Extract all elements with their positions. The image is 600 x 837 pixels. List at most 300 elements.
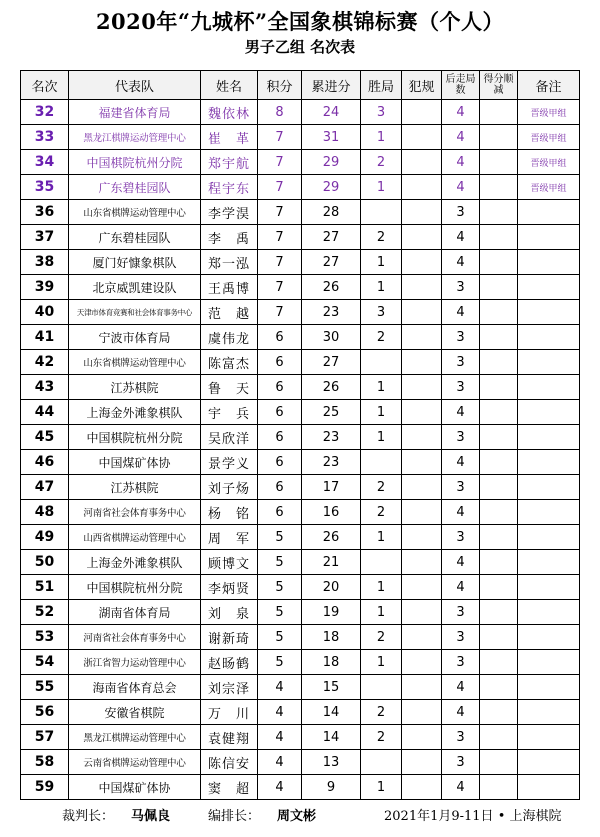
fouls-cell: [402, 350, 442, 375]
fouls-cell: [402, 525, 442, 550]
note-cell: [518, 525, 580, 550]
table-row: [21, 725, 580, 750]
team-cell: 广东碧桂园队: [69, 175, 201, 200]
second-moves-cell: 3: [442, 375, 480, 400]
table-row: [21, 750, 580, 775]
deduct-cell: [480, 325, 518, 350]
rank-cell: 37: [21, 225, 69, 250]
team-cell: 中国煤矿体协: [69, 775, 201, 800]
cumulative-cell: 29: [302, 175, 361, 200]
fouls-cell: [402, 475, 442, 500]
wins-cell: [361, 750, 402, 775]
deduct-cell: [480, 400, 518, 425]
col-team-header: 代表队: [69, 71, 201, 100]
second-moves-cell: 4: [442, 675, 480, 700]
name-cell: 郑一泓: [201, 250, 258, 275]
table-row: [21, 375, 580, 400]
note-cell: [518, 425, 580, 450]
col-fouls-header: 犯规: [402, 71, 442, 100]
table-row: [21, 775, 580, 800]
name-cell: 魏依林: [201, 100, 258, 125]
cumulative-cell: 30: [302, 325, 361, 350]
team-cell: 中国棋院杭州分院: [69, 150, 201, 175]
second-moves-cell: 3: [442, 350, 480, 375]
rank-cell: 58: [21, 750, 69, 775]
wins-cell: [361, 350, 402, 375]
deduct-cell: [480, 675, 518, 700]
deduct-cell: [480, 450, 518, 475]
note-cell: [518, 625, 580, 650]
deduct-cell: [480, 350, 518, 375]
page-subtitle: 男子乙组 名次表: [244, 38, 356, 56]
fouls-cell: [402, 600, 442, 625]
page-title: 2020年“九城杯”全国象棋锦标赛（个人）: [95, 9, 505, 34]
rank-cell: 48: [21, 500, 69, 525]
wins-cell: 1: [361, 250, 402, 275]
table-row: [21, 650, 580, 675]
name-cell: 郑宇航: [201, 150, 258, 175]
deduct-cell: [480, 700, 518, 725]
cumulative-cell: 25: [302, 400, 361, 425]
wins-cell: 1: [361, 425, 402, 450]
score-cell: 7: [258, 275, 302, 300]
cumulative-cell: 23: [302, 450, 361, 475]
rank-cell: 35: [21, 175, 69, 200]
deduct-cell: [480, 425, 518, 450]
cumulative-cell: 17: [302, 475, 361, 500]
score-cell: 6: [258, 500, 302, 525]
score-cell: 7: [258, 125, 302, 150]
table-row: [21, 300, 580, 325]
score-cell: 7: [258, 300, 302, 325]
note-cell: [518, 600, 580, 625]
fouls-cell: [402, 625, 442, 650]
name-cell: 程宇东: [201, 175, 258, 200]
wins-cell: 2: [361, 150, 402, 175]
table-row: [21, 625, 580, 650]
fouls-cell: [402, 650, 442, 675]
name-cell: 李炳贤: [201, 575, 258, 600]
rank-cell: 46: [21, 450, 69, 475]
cumulative-cell: 13: [302, 750, 361, 775]
score-cell: 7: [258, 250, 302, 275]
name-cell: 虞伟龙: [201, 325, 258, 350]
wins-cell: [361, 550, 402, 575]
rank-cell: 51: [21, 575, 69, 600]
wins-cell: 2: [361, 225, 402, 250]
second-moves-cell: 3: [442, 475, 480, 500]
table-row: [21, 250, 580, 275]
table-row: [21, 500, 580, 525]
wins-cell: 2: [361, 475, 402, 500]
score-cell: 5: [258, 650, 302, 675]
team-cell: 中国棋院杭州分院: [69, 575, 201, 600]
second-moves-cell: 4: [442, 700, 480, 725]
deduct-cell: [480, 375, 518, 400]
note-cell: 晋级甲组: [518, 125, 580, 150]
fouls-cell: [402, 275, 442, 300]
name-cell: 范 越: [201, 300, 258, 325]
note-cell: [518, 225, 580, 250]
wins-cell: 2: [361, 725, 402, 750]
cumulative-cell: 26: [302, 375, 361, 400]
cumulative-cell: 27: [302, 250, 361, 275]
wins-cell: [361, 675, 402, 700]
table-header: [21, 71, 580, 100]
table-row: [21, 675, 580, 700]
score-cell: 7: [258, 200, 302, 225]
wins-cell: 1: [361, 175, 402, 200]
score-cell: 6: [258, 475, 302, 500]
score-cell: 4: [258, 675, 302, 700]
wins-cell: 2: [361, 500, 402, 525]
referee-label: 裁判长：: [62, 809, 115, 824]
name-cell: 刘宗泽: [201, 675, 258, 700]
rank-cell: 34: [21, 150, 69, 175]
deduct-cell: [480, 525, 518, 550]
deduct-cell: [480, 725, 518, 750]
rank-cell: 33: [21, 125, 69, 150]
fouls-cell: [402, 300, 442, 325]
table-row: [21, 700, 580, 725]
wins-cell: 1: [361, 525, 402, 550]
fouls-cell: [402, 750, 442, 775]
col-rank-header: 名次: [21, 71, 69, 100]
note-cell: [518, 450, 580, 475]
cumulative-cell: 16: [302, 500, 361, 525]
second-moves-cell: 4: [442, 175, 480, 200]
rank-cell: 36: [21, 200, 69, 225]
deduct-cell: [480, 125, 518, 150]
team-cell: 福建省体育局: [69, 100, 201, 125]
cumulative-cell: 24: [302, 100, 361, 125]
score-cell: 7: [258, 150, 302, 175]
score-cell: 6: [258, 350, 302, 375]
team-cell: 湖南省体育局: [69, 600, 201, 625]
deduct-cell: [480, 175, 518, 200]
second-moves-cell: 3: [442, 425, 480, 450]
team-cell: 上海金外滩象棋队: [69, 550, 201, 575]
wins-cell: 1: [361, 650, 402, 675]
col-note-header: 备注: [518, 71, 580, 100]
cumulative-cell: 14: [302, 700, 361, 725]
cumulative-cell: 31: [302, 125, 361, 150]
second-moves-cell: 4: [442, 450, 480, 475]
cumulative-cell: 9: [302, 775, 361, 800]
rank-cell: 41: [21, 325, 69, 350]
deduct-cell: [480, 775, 518, 800]
score-cell: 4: [258, 775, 302, 800]
fouls-cell: [402, 175, 442, 200]
table-row: [21, 525, 580, 550]
second-moves-cell: 4: [442, 775, 480, 800]
note-cell: [518, 475, 580, 500]
wins-cell: 3: [361, 100, 402, 125]
name-cell: 李学淏: [201, 200, 258, 225]
deduct-cell: [480, 625, 518, 650]
wins-cell: 3: [361, 300, 402, 325]
name-cell: 景学义: [201, 450, 258, 475]
score-cell: 4: [258, 725, 302, 750]
wins-cell: 1: [361, 775, 402, 800]
table-row: [21, 550, 580, 575]
rank-cell: 52: [21, 600, 69, 625]
score-cell: 6: [258, 325, 302, 350]
score-cell: 7: [258, 175, 302, 200]
fouls-cell: [402, 575, 442, 600]
fouls-cell: [402, 550, 442, 575]
name-cell: 杨 铭: [201, 500, 258, 525]
second-moves-cell: 4: [442, 500, 480, 525]
deduct-cell: [480, 650, 518, 675]
cumulative-cell: 27: [302, 225, 361, 250]
table-row: [21, 100, 580, 125]
note-cell: [518, 650, 580, 675]
name-cell: 周 军: [201, 525, 258, 550]
table-row: [21, 600, 580, 625]
col-second-moves-header: 后走局数: [442, 71, 480, 100]
rank-cell: 57: [21, 725, 69, 750]
col-deduct-header: 得分顺减: [480, 71, 518, 100]
team-cell: 黑龙江棋牌运动管理中心: [69, 125, 201, 150]
deduct-cell: [480, 300, 518, 325]
wins-cell: 2: [361, 700, 402, 725]
deduct-cell: [480, 200, 518, 225]
team-cell: 北京威凯建设队: [69, 275, 201, 300]
second-moves-cell: 4: [442, 300, 480, 325]
team-cell: 上海金外滩象棋队: [69, 400, 201, 425]
fouls-cell: [402, 675, 442, 700]
note-cell: [518, 400, 580, 425]
team-cell: 安徽省棋院: [69, 700, 201, 725]
second-moves-cell: 4: [442, 575, 480, 600]
cumulative-cell: 21: [302, 550, 361, 575]
fouls-cell: [402, 725, 442, 750]
deduct-cell: [480, 250, 518, 275]
second-moves-cell: 3: [442, 750, 480, 775]
table-row: [21, 125, 580, 150]
team-cell: 山东省棋牌运动管理中心: [69, 200, 201, 225]
wins-cell: 1: [361, 575, 402, 600]
second-moves-cell: 3: [442, 275, 480, 300]
wins-cell: 2: [361, 325, 402, 350]
team-cell: 海南省体育总会: [69, 675, 201, 700]
cumulative-cell: 15: [302, 675, 361, 700]
cumulative-cell: 20: [302, 575, 361, 600]
note-cell: 晋级甲组: [518, 175, 580, 200]
cumulative-cell: 18: [302, 625, 361, 650]
fouls-cell: [402, 425, 442, 450]
score-cell: 5: [258, 625, 302, 650]
cumulative-cell: 27: [302, 350, 361, 375]
second-moves-cell: 4: [442, 100, 480, 125]
name-cell: 吴欣洋: [201, 425, 258, 450]
team-cell: 云南省棋牌运动管理中心: [69, 750, 201, 775]
cumulative-cell: 23: [302, 300, 361, 325]
table-row: [21, 475, 580, 500]
standings-table: [20, 70, 580, 800]
note-cell: [518, 500, 580, 525]
note-cell: [518, 325, 580, 350]
name-cell: 鲁 天: [201, 375, 258, 400]
scheduler-name: 周文彬: [277, 809, 317, 824]
fouls-cell: [402, 250, 442, 275]
rank-cell: 55: [21, 675, 69, 700]
table-row: [21, 275, 580, 300]
name-cell: 陈信安: [201, 750, 258, 775]
rank-cell: 43: [21, 375, 69, 400]
note-cell: [518, 550, 580, 575]
second-moves-cell: 3: [442, 325, 480, 350]
team-cell: 黑龙江棋牌运动管理中心: [69, 725, 201, 750]
table-row: [21, 450, 580, 475]
note-cell: [518, 575, 580, 600]
cumulative-cell: 28: [302, 200, 361, 225]
wins-cell: [361, 450, 402, 475]
wins-cell: 2: [361, 625, 402, 650]
scheduler-label: 编排长：: [208, 809, 261, 824]
wins-cell: 1: [361, 600, 402, 625]
second-moves-cell: 4: [442, 250, 480, 275]
fouls-cell: [402, 775, 442, 800]
score-cell: 6: [258, 450, 302, 475]
second-moves-cell: 4: [442, 550, 480, 575]
second-moves-cell: 3: [442, 725, 480, 750]
note-cell: [518, 250, 580, 275]
rank-cell: 44: [21, 400, 69, 425]
fouls-cell: [402, 325, 442, 350]
note-cell: 晋级甲组: [518, 150, 580, 175]
name-cell: 窦 超: [201, 775, 258, 800]
table-row: [21, 200, 580, 225]
score-cell: 5: [258, 525, 302, 550]
note-cell: [518, 200, 580, 225]
team-cell: 广东碧桂园队: [69, 225, 201, 250]
col-cumulative-header: 累进分: [302, 71, 361, 100]
team-cell: 河南省社会体育事务中心: [69, 625, 201, 650]
fouls-cell: [402, 375, 442, 400]
deduct-cell: [480, 550, 518, 575]
note-cell: [518, 750, 580, 775]
name-cell: 李 禹: [201, 225, 258, 250]
rank-cell: 40: [21, 300, 69, 325]
team-cell: 浙江省智力运动管理中心: [69, 650, 201, 675]
table-row: [21, 175, 580, 200]
team-cell: 中国棋院杭州分院: [69, 425, 201, 450]
rank-cell: 39: [21, 275, 69, 300]
deduct-cell: [480, 150, 518, 175]
table-row: [21, 325, 580, 350]
score-cell: 5: [258, 550, 302, 575]
score-cell: 6: [258, 375, 302, 400]
fouls-cell: [402, 200, 442, 225]
score-cell: 4: [258, 750, 302, 775]
second-moves-cell: 3: [442, 650, 480, 675]
note-cell: [518, 675, 580, 700]
note-cell: 晋级甲组: [518, 100, 580, 125]
second-moves-cell: 3: [442, 525, 480, 550]
deduct-cell: [480, 750, 518, 775]
note-cell: [518, 725, 580, 750]
team-cell: 天津市体育竞赛和社会体育事务中心: [69, 300, 201, 325]
second-moves-cell: 3: [442, 600, 480, 625]
note-cell: [518, 275, 580, 300]
col-score-header: 积分: [258, 71, 302, 100]
wins-cell: 1: [361, 400, 402, 425]
cumulative-cell: 14: [302, 725, 361, 750]
wins-cell: 1: [361, 275, 402, 300]
team-cell: 江苏棋院: [69, 375, 201, 400]
fouls-cell: [402, 500, 442, 525]
wins-cell: [361, 200, 402, 225]
cumulative-cell: 18: [302, 650, 361, 675]
table-row: [21, 150, 580, 175]
note-cell: [518, 350, 580, 375]
fouls-cell: [402, 225, 442, 250]
date-place: 2021年1月9-11日 • 上海棋院: [384, 809, 562, 824]
fouls-cell: [402, 100, 442, 125]
note-cell: [518, 300, 580, 325]
score-cell: 6: [258, 400, 302, 425]
rank-cell: 49: [21, 525, 69, 550]
table-row: [21, 425, 580, 450]
name-cell: 赵旸鹤: [201, 650, 258, 675]
team-cell: 中国煤矿体协: [69, 450, 201, 475]
score-cell: 8: [258, 100, 302, 125]
footer: [0, 805, 600, 825]
rank-cell: 38: [21, 250, 69, 275]
team-cell: 厦门好慷象棋队: [69, 250, 201, 275]
deduct-cell: [480, 100, 518, 125]
rank-cell: 54: [21, 650, 69, 675]
deduct-cell: [480, 225, 518, 250]
table-body: [21, 100, 580, 800]
second-moves-cell: 4: [442, 125, 480, 150]
col-name-header: 姓名: [201, 71, 258, 100]
wins-cell: 1: [361, 375, 402, 400]
table-row: [21, 575, 580, 600]
second-moves-cell: 3: [442, 200, 480, 225]
wins-cell: 1: [361, 125, 402, 150]
note-cell: [518, 775, 580, 800]
table-row: [21, 400, 580, 425]
team-cell: 宁波市体育局: [69, 325, 201, 350]
rank-cell: 45: [21, 425, 69, 450]
cumulative-cell: 23: [302, 425, 361, 450]
deduct-cell: [480, 275, 518, 300]
cumulative-cell: 26: [302, 525, 361, 550]
team-cell: 江苏棋院: [69, 475, 201, 500]
cumulative-cell: 29: [302, 150, 361, 175]
rank-cell: 47: [21, 475, 69, 500]
fouls-cell: [402, 125, 442, 150]
rank-cell: 50: [21, 550, 69, 575]
name-cell: 崔 革: [201, 125, 258, 150]
fouls-cell: [402, 150, 442, 175]
rank-cell: 56: [21, 700, 69, 725]
score-cell: 5: [258, 575, 302, 600]
fouls-cell: [402, 450, 442, 475]
team-cell: 河南省社会体育事务中心: [69, 500, 201, 525]
score-cell: 7: [258, 225, 302, 250]
name-cell: 陈富杰: [201, 350, 258, 375]
name-cell: 王禹博: [201, 275, 258, 300]
cumulative-cell: 26: [302, 275, 361, 300]
second-moves-cell: 3: [442, 625, 480, 650]
name-cell: 刘子炀: [201, 475, 258, 500]
deduct-cell: [480, 500, 518, 525]
team-cell: 山东省棋牌运动管理中心: [69, 350, 201, 375]
